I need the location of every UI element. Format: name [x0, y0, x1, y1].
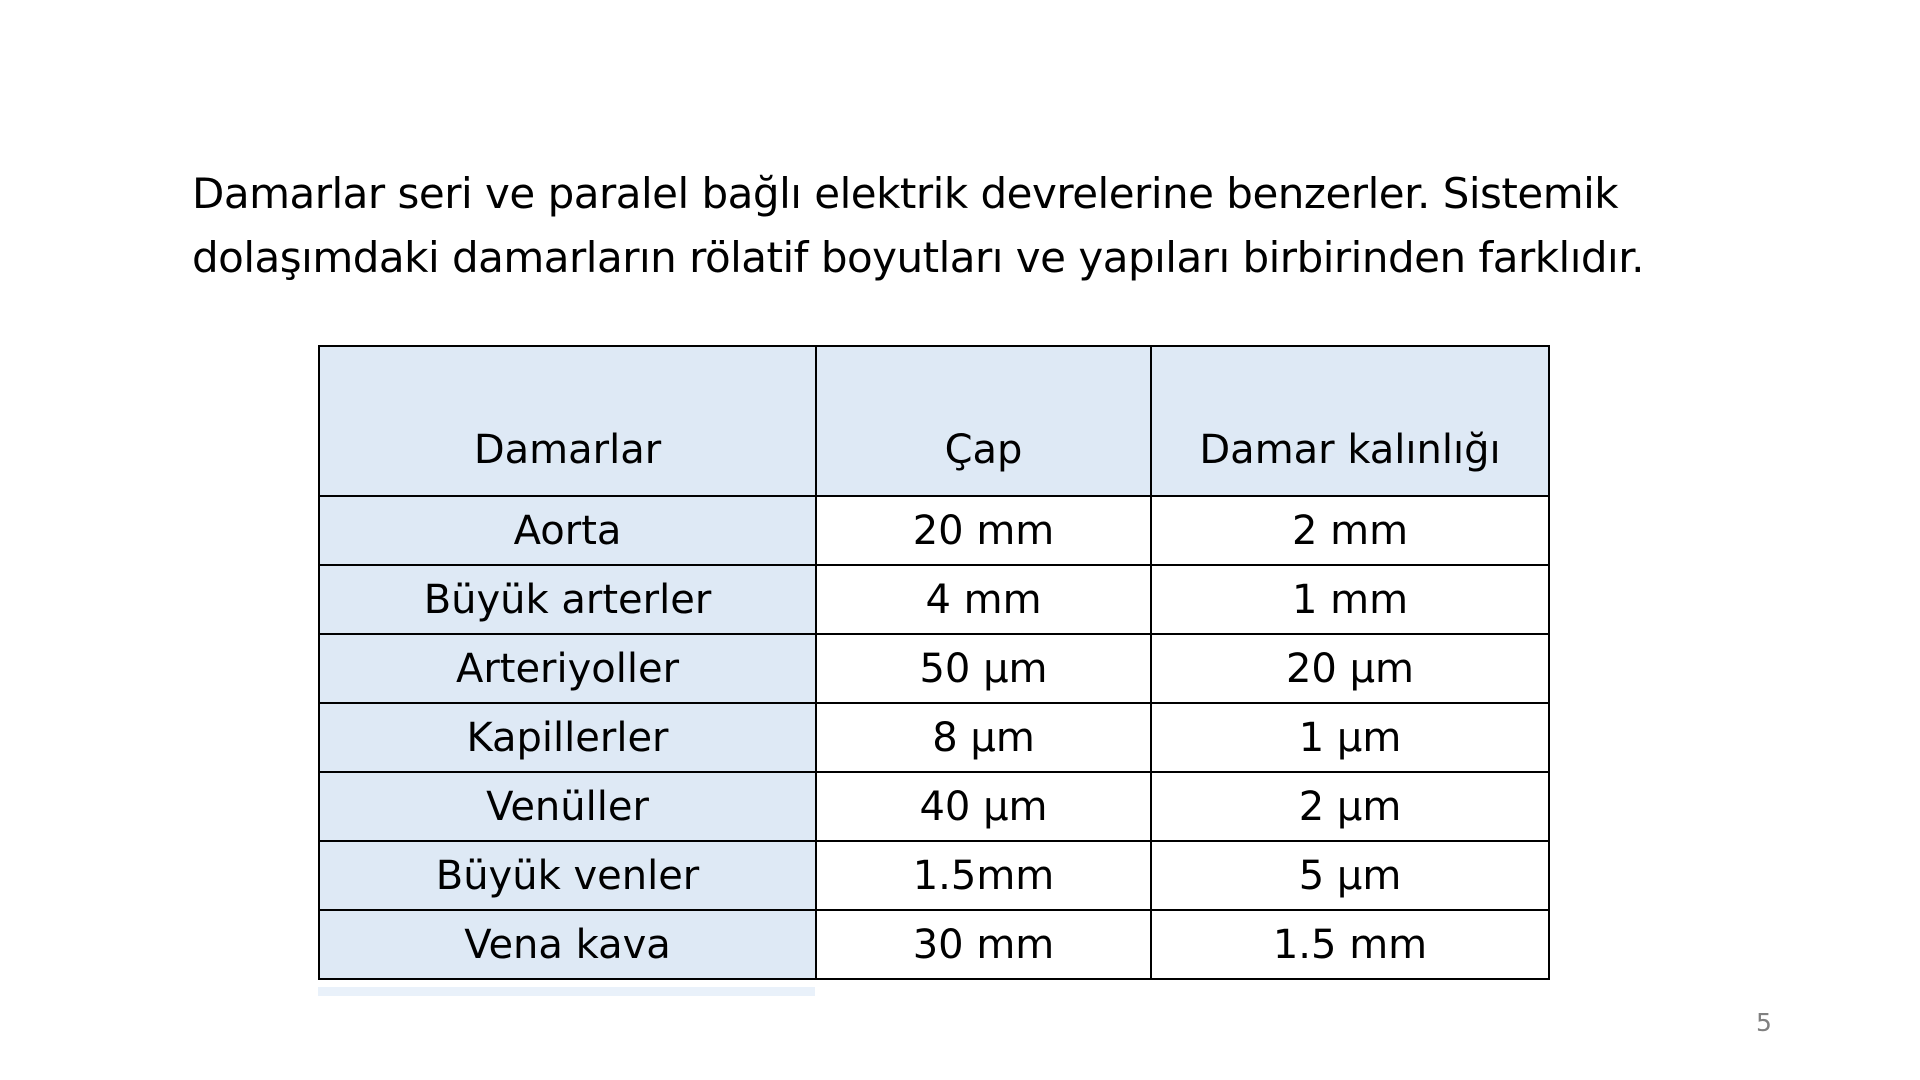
cell-vessel-name: Arteriyoller: [319, 634, 816, 703]
col-header-damar-kalinligi: Damar kalınlığı: [1151, 346, 1549, 496]
cell-thickness: 2 mm: [1151, 496, 1549, 565]
cell-vessel-name: Vena kava: [319, 910, 816, 979]
cell-vessel-name: Aorta: [319, 496, 816, 565]
cell-diameter: 30 mm: [816, 910, 1151, 979]
cell-vessel-name: Büyük venler: [319, 841, 816, 910]
page-number: 5: [1756, 1008, 1772, 1037]
table-row: [319, 841, 1549, 910]
cell-diameter: 1.5mm: [816, 841, 1151, 910]
title-line-2: dolaşımdaki damarların rölatif boyutları ve yapıları birbirinden farklıdır.: [192, 233, 1644, 282]
cell-diameter: 20 mm: [816, 496, 1151, 565]
table-row: [319, 910, 1549, 979]
cell-vessel-name: Büyük arterler: [319, 565, 816, 634]
cell-diameter: 40 µm: [816, 772, 1151, 841]
cell-thickness: 1 µm: [1151, 703, 1549, 772]
cell-thickness: 1 mm: [1151, 565, 1549, 634]
col-header-damarlar: Damarlar: [319, 346, 816, 496]
cell-thickness: 20 µm: [1151, 634, 1549, 703]
table-row: [319, 496, 1549, 565]
cell-vessel-name: Kapillerler: [319, 703, 816, 772]
col-header-cap: Çap: [816, 346, 1151, 496]
table-header-row: [319, 346, 1549, 496]
cell-diameter: 8 µm: [816, 703, 1151, 772]
table-row: [319, 703, 1549, 772]
cell-thickness: 1.5 mm: [1151, 910, 1549, 979]
table-row: [319, 772, 1549, 841]
cell-vessel-name: Venüller: [319, 772, 816, 841]
cell-diameter: 50 µm: [816, 634, 1151, 703]
cell-diameter: 4 mm: [816, 565, 1151, 634]
table-row: [319, 565, 1549, 634]
cell-thickness: 5 µm: [1151, 841, 1549, 910]
cell-thickness: 2 µm: [1151, 772, 1549, 841]
vessel-size-table: [318, 345, 1550, 980]
slide-title: [192, 162, 1842, 290]
title-line-1: Damarlar seri ve paralel bağlı elektrik devrelerine benzerler. Sistemik: [192, 169, 1619, 218]
table-row: [319, 634, 1549, 703]
table-underline-artifact: [318, 987, 815, 996]
